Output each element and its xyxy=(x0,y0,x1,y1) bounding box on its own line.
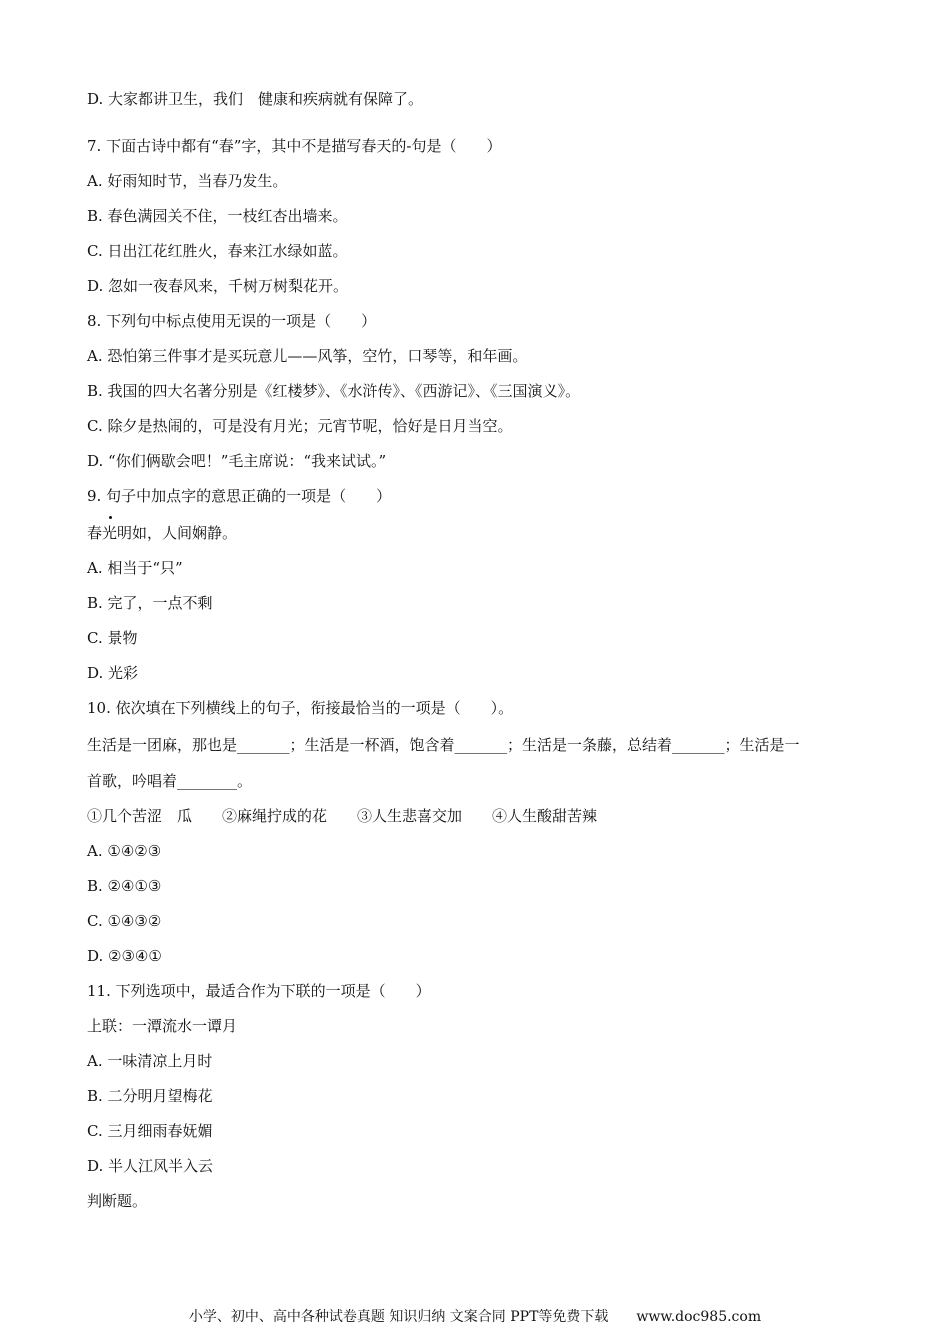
option-9c: C. 景物 xyxy=(87,629,138,647)
option-10c: C. ①④③② xyxy=(87,912,162,930)
option-11b: B. 二分明月望梅花 xyxy=(87,1087,213,1105)
question-10: 10. 依次填在下列横线上的句子，衔接最恰当的一项是（ ）。 xyxy=(87,699,514,717)
option-10d: D. ②③④① xyxy=(87,947,162,965)
question-11-upper-couplet: 上联：一潭流水一谭月 xyxy=(87,1017,238,1035)
option-8d: D. “你们俩歇会吧！”毛主席说：“我来试试。” xyxy=(87,452,387,470)
option-7d: D. 忽如一夜春风来，千树万树梨花开。 xyxy=(87,277,349,295)
option-6d: D. 大家都讲卫生，我们 健康和疾病就有保障了。 xyxy=(87,90,424,108)
option-10b: B. ②④①③ xyxy=(87,877,162,895)
question-10-choices: ①几个苦涩 瓜 ②麻绳拧成的花 ③人生悲喜交加 ④人生酸甜苦辣 xyxy=(87,807,598,825)
option-7c: C. 日出江花红胜火，春来江水绿如蓝。 xyxy=(87,242,348,260)
option-8b: B. 我国的四大名著分别是《红楼梦》、《水浒传》、《西游记》、《三国演义》。 xyxy=(87,382,581,400)
question-8: 8. 下列句中标点使用无误的一项是（ ） xyxy=(87,312,377,330)
question-9-sentence: 春光明如，人间娴静。 xyxy=(87,524,238,542)
question-7: 7. 下面古诗中都有“春”字，其中不是描写春天的-句是（ ） xyxy=(87,137,502,155)
option-7a: A. 好雨知时节，当春乃发生。 xyxy=(87,172,288,190)
option-7b: B. 春色满园关不住，一枝红杏出墙来。 xyxy=(87,207,348,225)
section-heading-judgement: 判断题。 xyxy=(87,1192,148,1210)
question-10-passage-line-1: 生活是一团麻，那也是_______；生活是一杯酒，饱含着_______；生活是一条藤，总结着_______；生活是一 xyxy=(87,736,800,754)
option-11a: A. 一味清凉上月时 xyxy=(87,1052,213,1070)
page-footer: 小学、初中、高中各种试卷真题 知识归纳 文案合同 PPT等免费下载 www.doc985.com xyxy=(188,1309,762,1325)
option-11c: C. 三月细雨春妩媚 xyxy=(87,1122,213,1140)
emphasis-dot xyxy=(109,516,112,519)
option-8a: A. 恐怕第三件事才是买玩意儿——风筝，空竹，口琴等，和年画。 xyxy=(87,347,528,365)
option-9b: B. 完了，一点不剩 xyxy=(87,594,213,612)
option-9d: D. 光彩 xyxy=(87,664,139,682)
option-8c: C. 除夕是热闹的，可是没有月光；元宵节呢，恰好是日月当空。 xyxy=(87,417,513,435)
option-11d: D. 半人江风半入云 xyxy=(87,1157,214,1175)
option-9a: A. 相当于“只” xyxy=(87,559,183,577)
question-10-passage-line-2: 首歌，吟唱着________。 xyxy=(87,772,253,790)
question-9: 9. 句子中加点字的意思正确的一项是（ ） xyxy=(87,487,392,505)
option-10a: A. ①④②③ xyxy=(87,842,162,860)
question-11: 11. 下列选项中，最适合作为下联的一项是（ ） xyxy=(87,982,431,1000)
